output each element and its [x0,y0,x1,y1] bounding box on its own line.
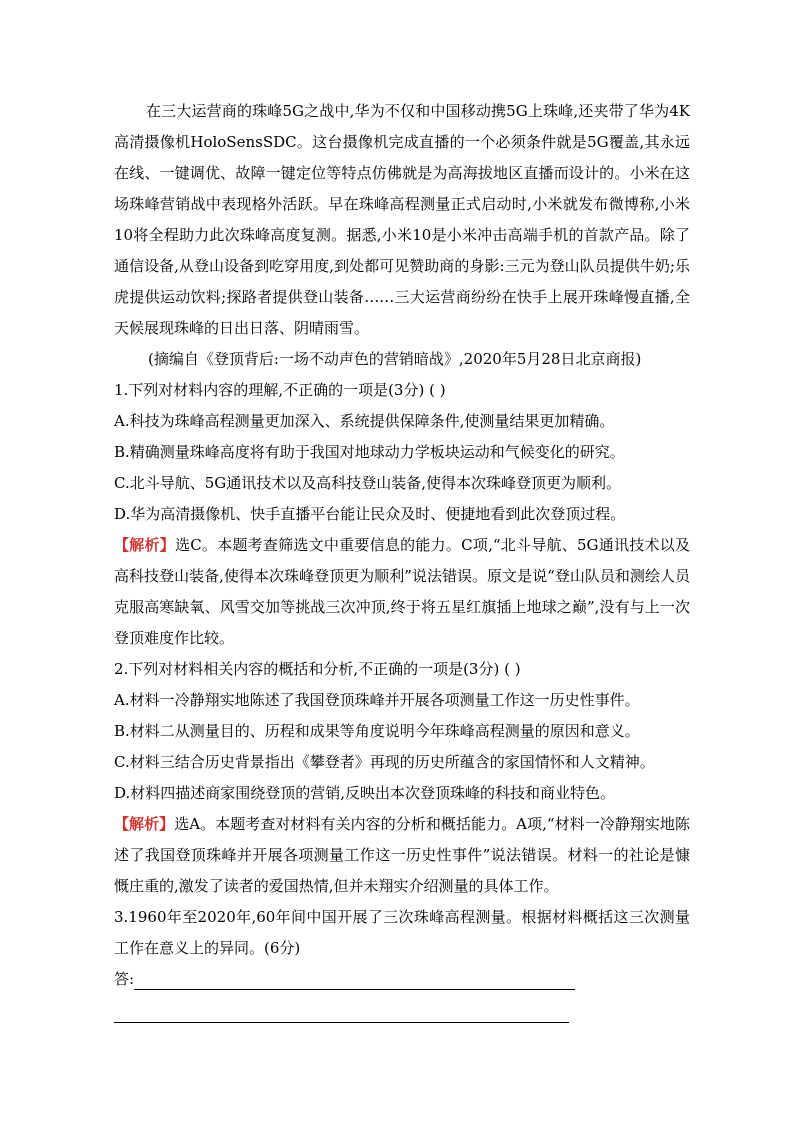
question-2-option-b: B.材料二从测量目的、历程和成果等角度说明今年珠峰高程测量的原因和意义。 [114,722,640,740]
answer-line-1[interactable] [134,989,575,990]
document-page [114,96,690,995]
question-2-analysis [114,809,690,902]
analysis-tag: 【解析】 [114,815,175,833]
question-2-option-c: C.材料三结合历史背景指出《攀登者》再现的历史所蕴含的家国情怀和人文精神。 [114,753,655,771]
question-1 [114,375,690,654]
answer-label: 答: [114,970,135,988]
passage [114,96,690,344]
question-1-stem: 1.下列对材料内容的理解,不正确的一项是(3分) ( ) [114,381,446,399]
question-2-analysis-text: 选A。本题考查对材料有关内容的分析和概括能力。A项,“材料一冷静翔实地陈述了我国登顶珠峰并开展各项测量工作这一历史性事件”说法错误。材料一的社论是慷慨庄重的,激发了读者的爱国热情,但并未翔实介绍测量的具体工作。 [114,815,690,895]
question-1-option-c: C.北斗导航、5G通讯技术以及高科技登山装备,使得本次珠峰登顶更为顺利。 [114,474,622,492]
question-1-analysis-text: 选C。本题考查筛选文中重要信息的能力。C项,“北斗导航、5G通讯技术以及高科技登山装备,使得本次珠峰登顶更为顺利”说法错误。原文是说“登山队员和测绘人员克服高寒缺氧、风雪交加等挑战三次冲顶,终于将五星红旗插上地球之巅”,没有与上一次登顶难度作比较。 [114,536,690,647]
question-1-option-a: A.科技为珠峰高程测量更加深入、系统提供保障条件,使测量结果更加精确。 [114,412,615,430]
question-2-option-d: D.材料四描述商家围绕登顶的营销,反映出本次登顶珠峰的科技和商业特色。 [114,784,616,802]
question-2-option-a: A.材料一冷静翔实地陈述了我国登顶珠峰并开展各项测量工作这一历史性事件。 [114,691,640,709]
question-1-analysis [114,530,690,654]
question-3-stem: 3.1960年至2020年,60年间中国开展了三次珠峰高程测量。根据材料概括这三次测量工作在意义上的异同。(6分) [114,908,690,957]
passage-source: (摘编自《登顶背后:一场不动声色的营销暗战》,2020年5月28日北京商报) [148,350,642,368]
question-2-stem: 2.下列对材料相关内容的概括和分析,不正确的一项是(3分) ( ) [114,660,521,678]
passage-text: 在三大运营商的珠峰5G之战中,华为不仅和中国移动携5G上珠峰,还夹带了华为4K高清摄像机HoloSensSDC。这台摄像机完成直播的一个必须条件就是5G覆盖,其永远在线、一键调优、故障一键定位等特点仿佛就是为高海拔地区直播而设计的。小米在这场珠峰营销战中表现格外活跃。早在珠峰高程测量正式启动时,小米就发布微博称,小米10将全程助力此次珠峰高度复测。据悉,小米10是小米冲击高端手机的首款产品。除了通信设备,从登山设备到吃穿用度,到处都可见赞助商的身影:三元为登山队员提供牛奶;乐虎提供运动饮料;探路者提供登山装备……三大运营商纷纷在快手上展开珠峰慢直播,全天候展现珠峰的日出日落、阴晴雨雪。 [114,102,690,337]
question-1-option-d: D.华为高清摄像机、快手直播平台能让民众及时、便捷地看到此次登顶过程。 [114,505,626,523]
question-3 [114,902,690,995]
question-2 [114,654,690,902]
question-1-option-b: B.精确测量珠峰高度将有助于我国对地球动力学板块运动和气候变化的研究。 [114,443,625,461]
answer-line-2[interactable] [114,1022,569,1023]
analysis-tag: 【解析】 [114,536,175,554]
